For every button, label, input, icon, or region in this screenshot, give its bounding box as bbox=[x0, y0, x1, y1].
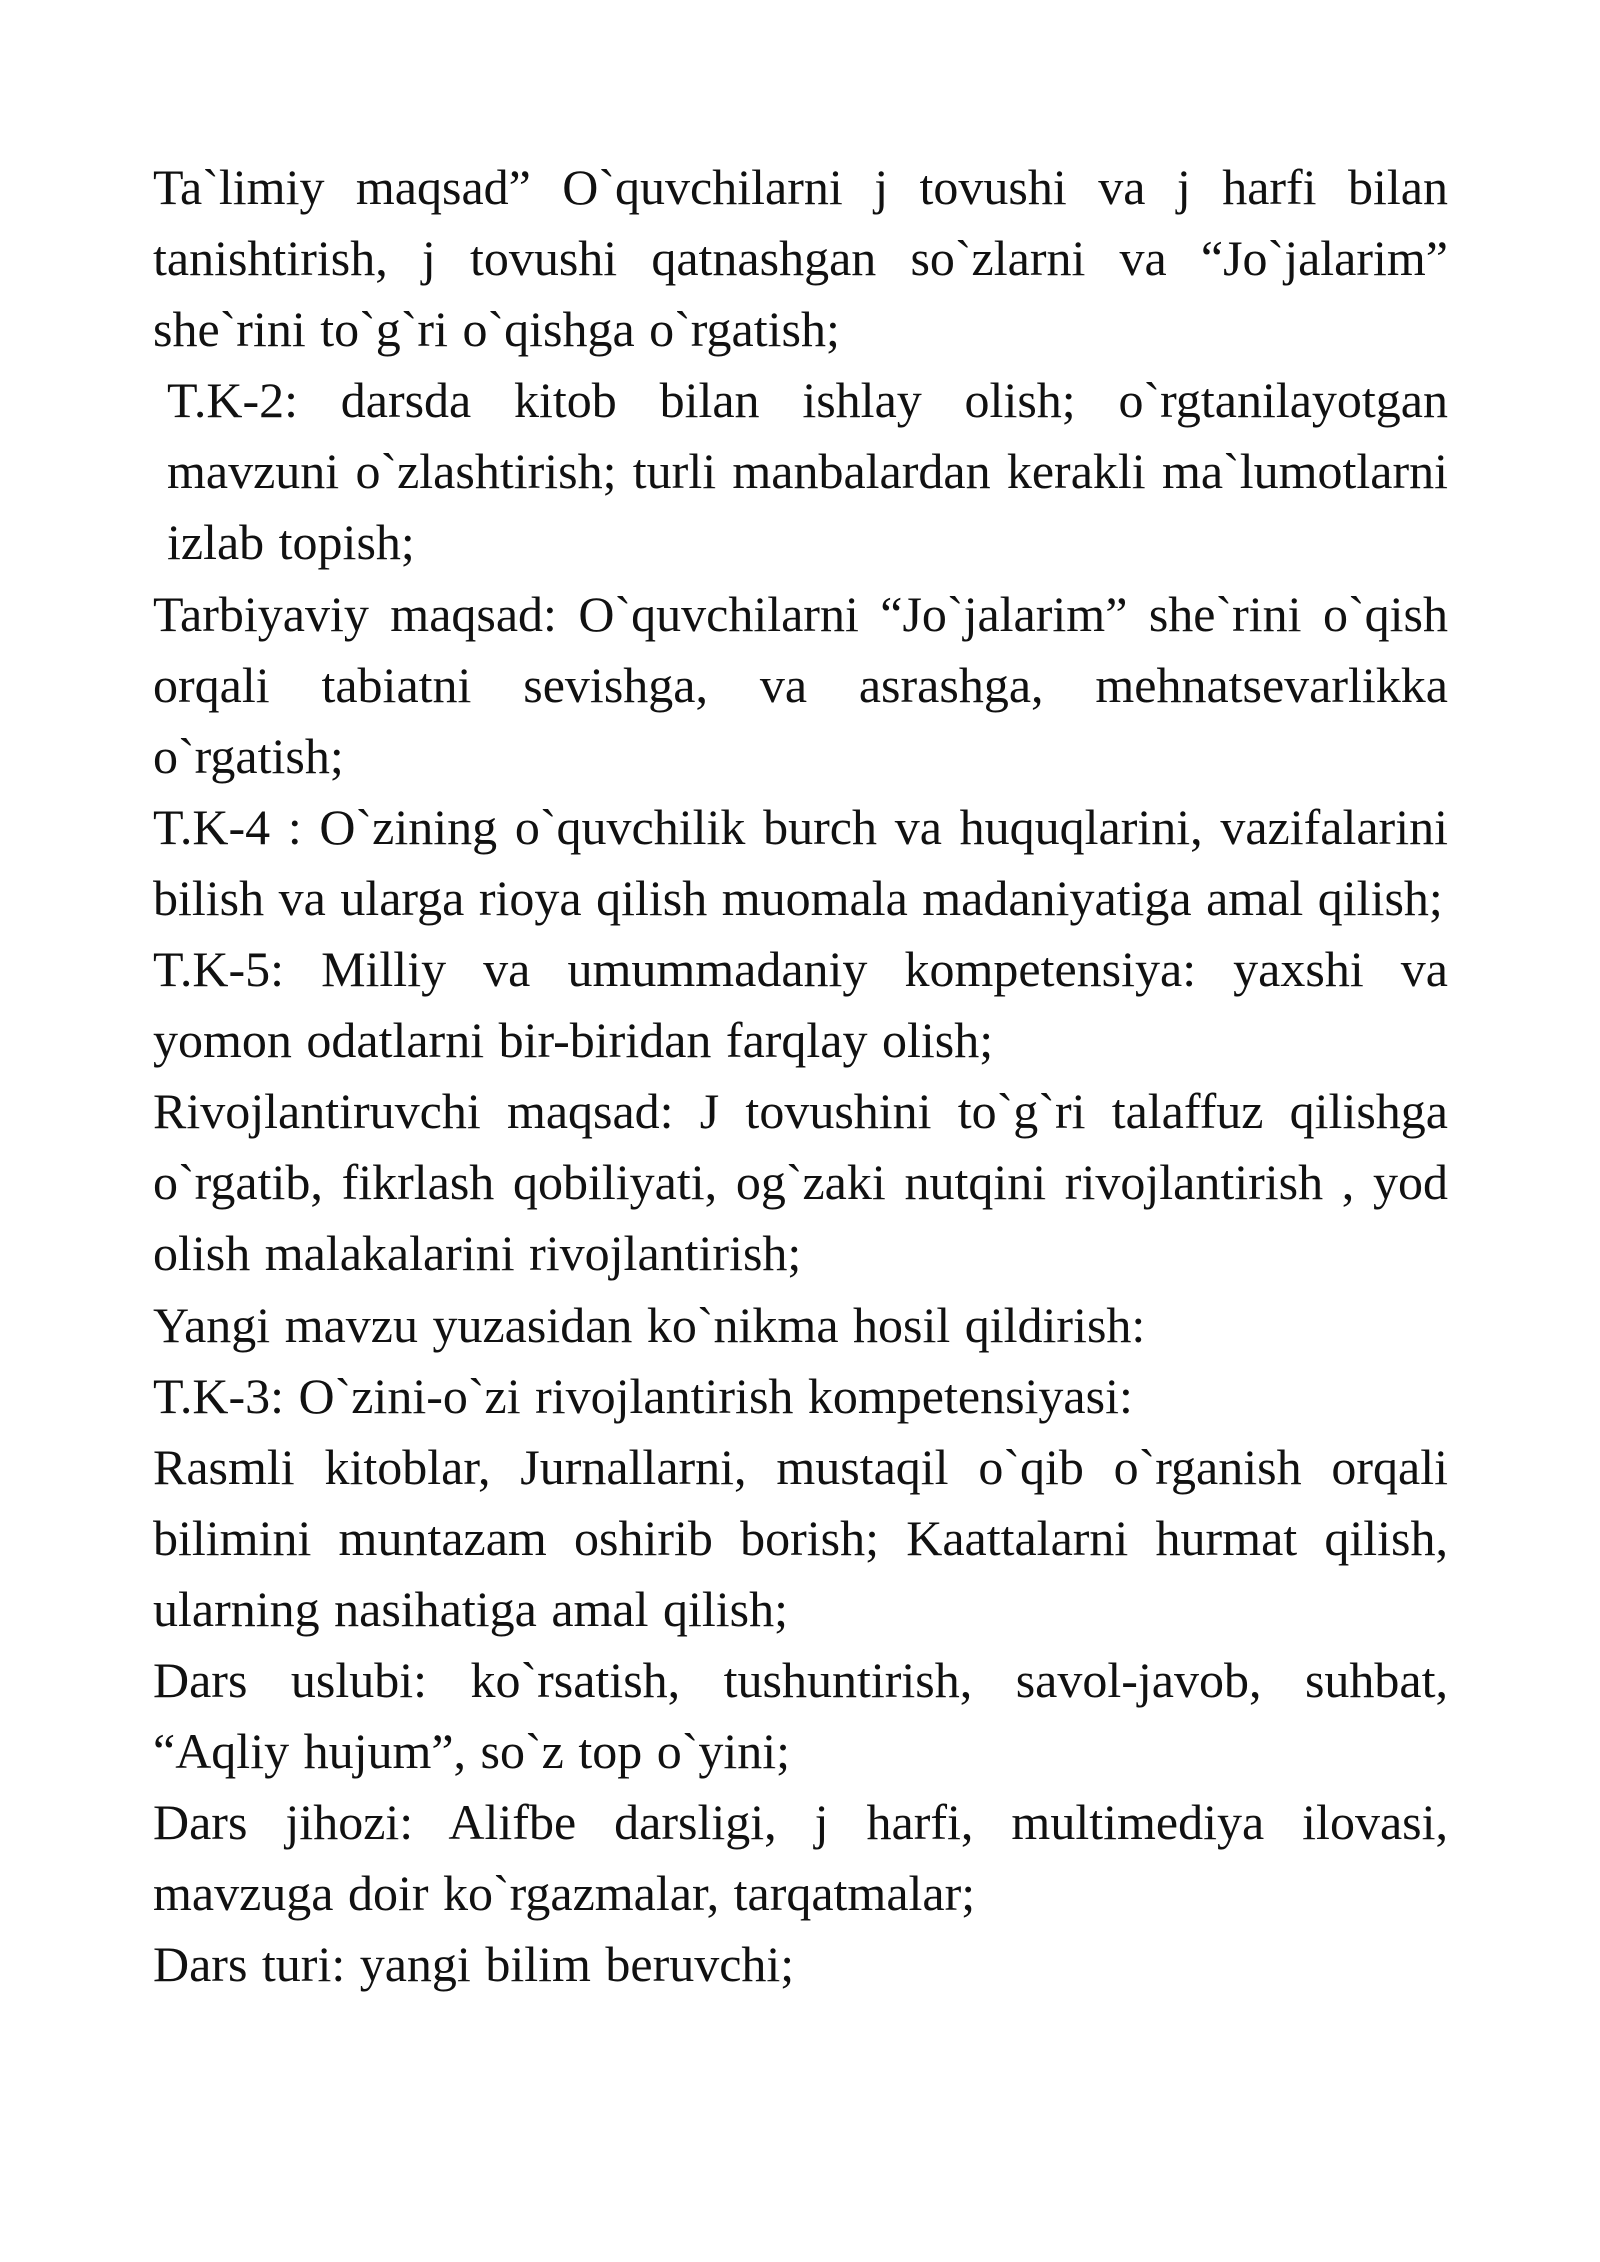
paragraph-tk-3: T.K-3: O`zini-o`zi rivojlantirish kompetensiyasi: bbox=[153, 1367, 1133, 1424]
paragraph-rivojlantiruvchi-maqsad: Rivojlantiruvchi maqsad: J tovushini to`g`ri talaffuz qilishga o`rgatib, fikrlash qobiliyati, og`zaki nutqini rivojlantirish , yod olish malakalarini rivojlantirish; bbox=[153, 1083, 1448, 1282]
paragraph-dars-uslubi: Dars uslubi: ko`rsatish, tushuntirish, savol-javob, suhbat, “Aqliy hujum”, so`z top o`yini; bbox=[153, 1651, 1448, 1780]
paragraph-tk-4: T.K-4 : O`zining o`quvchilik burch va huquqlarini, vazifalarini bilish va ularga rioya qilish muomala madaniyatiga amal qilish; bbox=[153, 798, 1448, 926]
paragraph-tk-5: T.K-5: Milliy va umummadaniy kompetensiya: yaxshi va yomon odatlarni bir-biridan farqlay olish; bbox=[153, 941, 1448, 1069]
document-body bbox=[153, 152, 1448, 2000]
paragraph-talimiy-maqsad: Ta`limiy maqsad” O`quvchilarni j tovushi va j harfi bilan tanishtirish, j tovushi qatnashgan so`zlarni va “Jo`jalarim” she`rini to`g`ri o`qishga o`rgatish; bbox=[153, 159, 1448, 358]
paragraph-dars-jihozi: Dars jihozi: Alifbe darsligi, j harfi, multimediya ilovasi, mavzuga doir ko`rgazmalar, tarqatmalar; bbox=[153, 1794, 1448, 1922]
paragraph-tk-2: T.K-2: darsda kitob bilan ishlay olish; o`rgtanilayotgan mavzuni o`zlashtirish; turli manbalardan kerakli ma`lumotlarni izlab topish; bbox=[167, 372, 1448, 571]
paragraph-rasmli-kitoblar: Rasmli kitoblar, Jurnallarni, mustaqil o`qib o`rganish orqali bilimini muntazam oshirib borish; Kaattalarni hurmat qilish, ularning nasihatiga amal qilish; bbox=[153, 1438, 1448, 1637]
paragraph-dars-turi: Dars turi: yangi bilim beruvchi; bbox=[153, 1936, 795, 1993]
paragraph-yangi-mavzu: Yangi mavzu yuzasidan ko`nikma hosil qildirish: bbox=[153, 1296, 1146, 1353]
paragraph-tarbiyaviy-maqsad: Tarbiyaviy maqsad: O`quvchilarni “Jo`jalarim” she`rini o`qish orqali tabiatni sevishga, va asrashga, mehnatsevarlikka o`rgatish; bbox=[153, 585, 1448, 784]
